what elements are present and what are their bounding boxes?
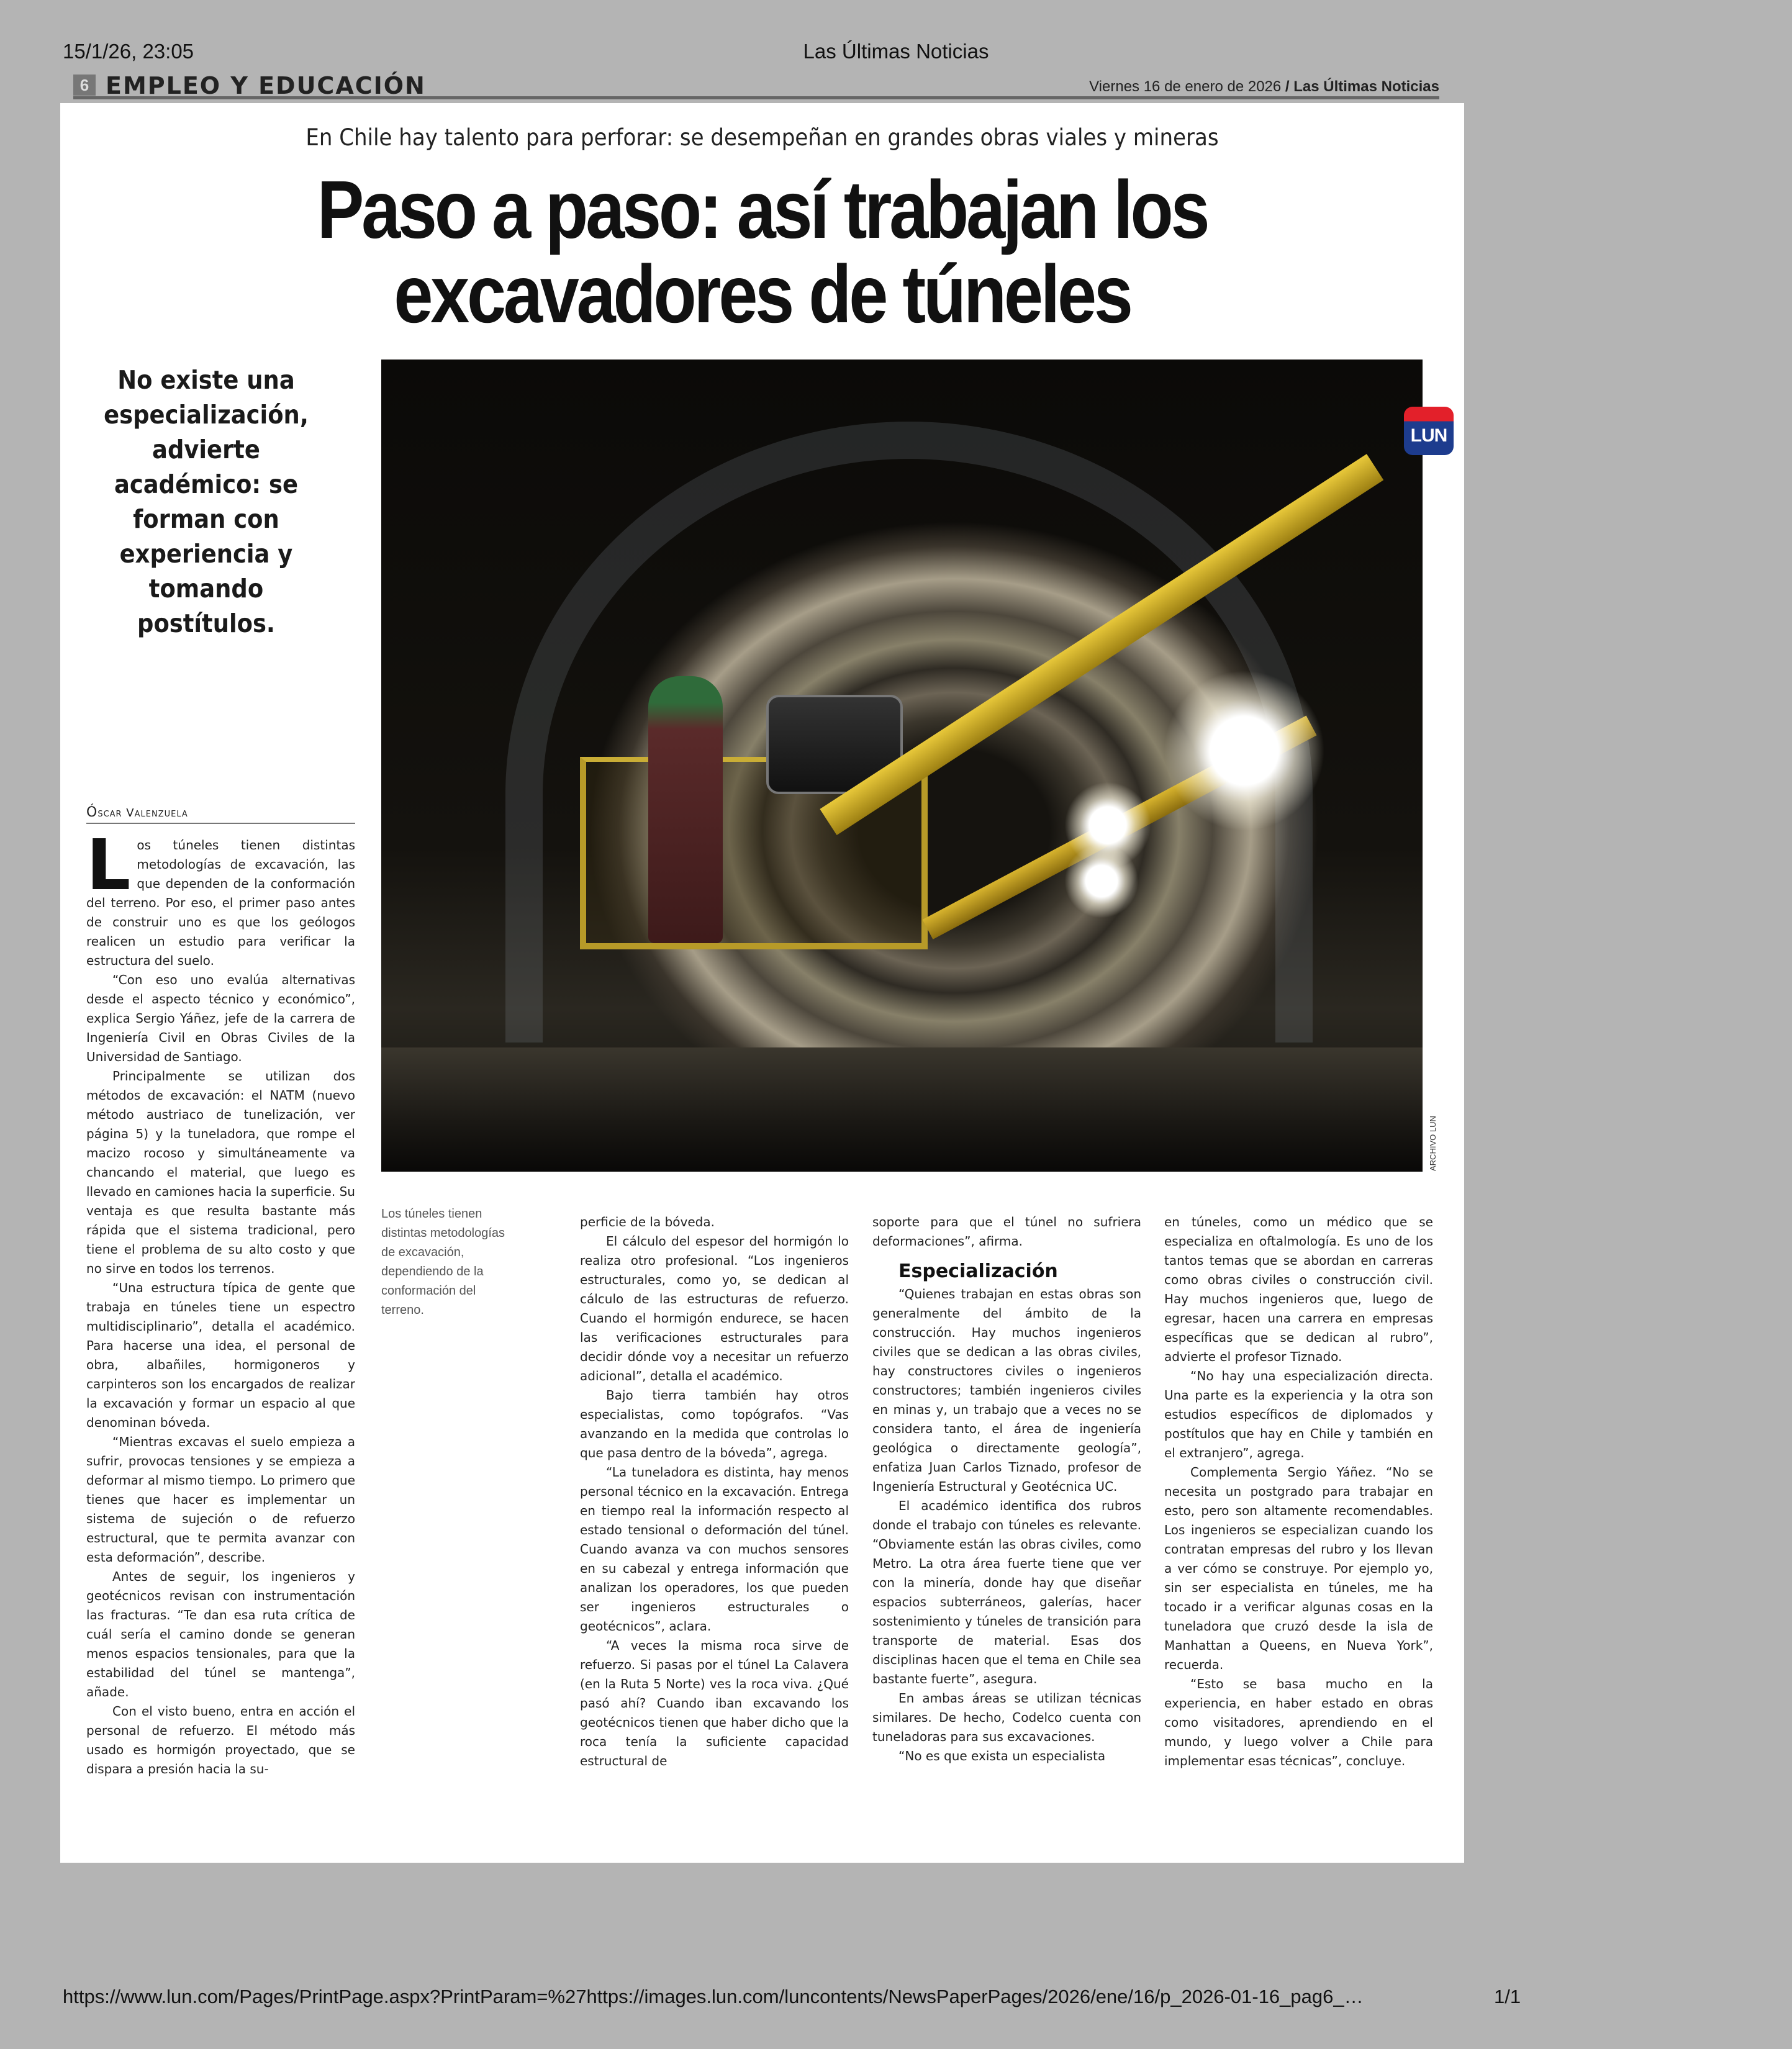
article-paragraph: “La tuneladora es distinta, hay menos personal técnico en la excavación. Entrega en tiempo real la información respecto al estado tensional o deformación del túnel. Cuando avanza va con muchos sensores en su cabezal y entrega información que analizan los operadores, los que pueden ser ingenieros estructurales o geotécnicos”, aclara. bbox=[580, 1465, 849, 1634]
article-paragraph: Complementa Sergio Yáñez. “No se necesita un postgrado para trabajar en esto, pero son altamente recomendables. Los ingenieros se especializan cuando los contratan empresas del rubro y los llevan a ver cómo se construye. Por ejemplo yo, sin ser especialista en túneles, me ha tocado ir a verificar algunas cosas en la tuneladora que cruzó desde la isla de Manhattan a Queens, en Nueva York”, recuerda. bbox=[1164, 1465, 1433, 1672]
article-paragraph: “Mientras excavas el suelo empieza a sufrir, provocas tensiones y se empieza a deformar al mismo tiempo. Lo primero que tienes que hacer es implementar un sistema de sujeción o de refuerzo estructural, que te permita avanzar con esta deformación”, describe. bbox=[86, 1434, 355, 1565]
lun-logo: LUN bbox=[1404, 407, 1454, 455]
article-paragraph: soporte para que el túnel no sufriera deformaciones”, afirma. bbox=[872, 1214, 1141, 1249]
article-paragraph: Principalmente se utilizan dos métodos de excavación: el NATM (nuevo método austriaco de tunelización, ver página 5) y la tuneladora, que rompe el macizo rocoso y simultáneamente va chancando el material, que luego es llevado en camiones hacia la superficie. Su ventaja es que resulta bastante más rápida que el sistema tradicional, pero tiene el problema de su alto costo y que no sirve en todos los terrenos. bbox=[86, 1069, 355, 1276]
article-paragraph: El cálculo del espesor del hormigón lo realiza otro profesional. “Los ingenieros estructurales, como yo, se dedican al cálculo de las estructuras de refuerzo. Cuando el hormigón endurece, se hacen las verificaciones estructurales para decidir dónde voy a necesitar un refuerzo adicional”, detalla el académico. bbox=[580, 1234, 849, 1383]
date-separator: / bbox=[1281, 78, 1294, 95]
work-light bbox=[1164, 670, 1325, 831]
article-paragraph: en túneles, como un médico que se especializa en oftalmología. Es uno de los tantos temas que se abordan en carreras como obras civiles o construcción civil. Hay muchos ingenieros que, luego de egresar, hacen una carrera en empresas específicas que se dedican al rubro”, advierte el profesor Tiznado. bbox=[1164, 1214, 1433, 1364]
article-paragraph: “No es que exista un especialista bbox=[898, 1748, 1106, 1763]
article-paragraph: “No hay una especialización directa. Una parte es la experiencia y la otra son estudios específicos de diplomados y postítulos que hay en Chile y también en el extranjero”, agrega. bbox=[1164, 1368, 1433, 1460]
article-paragraph: Con el visto bueno, entra en acción el personal de refuerzo. El método más usado es hormigón proyectado, que se dispara a presión hacia la su- bbox=[86, 1704, 355, 1776]
headline-line-1: Paso a paso: así trabajan los bbox=[317, 164, 1208, 255]
article-column-3 bbox=[872, 1213, 1141, 1766]
article-deck: No existe una especialización, advierte académico: se forman con experiencia y tomando postítulos. bbox=[104, 365, 309, 638]
subheading: Especialización bbox=[898, 1260, 1058, 1282]
article-column-1 bbox=[86, 825, 355, 1779]
article-paragraph: “Esto se basa mucho en la experiencia, en haber estado en obras como visitadores, aprendiendo en el mundo, y luego volver a Chile para implementar esas técnicas”, concluye. bbox=[1164, 1676, 1433, 1768]
article-kicker: En Chile hay talento para perforar: se desempeñan en grandes obras viales y mineras bbox=[305, 124, 1219, 151]
byline: Óscar Valenzuela bbox=[86, 805, 355, 824]
article-column-4 bbox=[1164, 1213, 1433, 1771]
article-paragraph: Bajo tierra también hay otros especialistas, como topógrafos. “Vas avanzando en la medida que controlas lo que pasa dentro de la bóveda”, agrega. bbox=[580, 1388, 849, 1460]
issue-date bbox=[1089, 78, 1439, 96]
date-text: Viernes 16 de enero de 2026 bbox=[1089, 78, 1282, 95]
newspaper-page bbox=[60, 103, 1464, 1863]
article-paragraph: perficie de la bóveda. bbox=[580, 1214, 715, 1229]
page-number: 6 bbox=[73, 75, 96, 96]
article-paragraph: “Una estructura típica de gente que trabaja en túneles tiene un espectro multidisciplinario”, detalla el académico. Para hacerse una idea, el personal de obra, albañiles, hormigoneros y carpinteros son los encargados de realizar la excavación y formar un espacio al que denominan bóveda. bbox=[86, 1280, 355, 1430]
print-timestamp: 15/1/26, 23:05 bbox=[63, 40, 194, 63]
print-page-title: Las Últimas Noticias bbox=[803, 40, 989, 63]
section-title: EMPLEO Y EDUCACIÓN bbox=[106, 72, 426, 99]
photo-caption: Los túneles tienen distintas metodologías de excavación, dependiendo de la conformación del terreno. bbox=[381, 1207, 505, 1317]
article-paragraph: Los túneles tienen distintas metodologías de excavación, las que dependen de la conformación del terreno. Por eso, el primer paso antes de construir uno es que los geólogos realicen un estudio para verificar la estructura del suelo. bbox=[86, 825, 355, 968]
article-paragraph: “Con eso uno evalúa alternativas desde el aspecto técnico y económico”, explica Sergio Yáñez, jefe de la carrera de Ingeniería Civil en Obras Civiles de la Universidad de Santiago. bbox=[86, 972, 355, 1064]
photo-credit: ARCHIVO LUN bbox=[1428, 1116, 1437, 1171]
article-paragraph: Antes de seguir, los ingenieros y geotécnicos revisan con instrumentación las fracturas. “Te dan esa ruta crítica de cuál sería el camino donde se generan menos espacios tensionales, para que la estabilidad del túnel se mantenga”, añade. bbox=[86, 1569, 355, 1699]
article-column-2 bbox=[580, 1213, 849, 1771]
article-paragraph: “Quienes trabajan en estas obras son generalmente del ámbito de la construcción. Hay muchos ingenieros civiles que se dedican a las obras civiles, hay constructores civiles o ingenieros constructores; también ingenieros civiles en minas y, un trabajo que a veces no se considera tanto, el área de ingeniería geológica o directamente geología”, enfatiza Juan Carlos Tiznado, profesor de Ingeniería Estructural y Geotécnica UC. bbox=[872, 1287, 1141, 1494]
section-header bbox=[73, 73, 1439, 99]
headline-line-2: excavadores de túneles bbox=[394, 248, 1131, 340]
work-light bbox=[1064, 844, 1139, 918]
paper-name: Las Últimas Noticias bbox=[1293, 78, 1439, 95]
print-page-count: 1/1 bbox=[1494, 1986, 1521, 2007]
tunnel-floor bbox=[381, 1047, 1423, 1172]
worker-figure bbox=[648, 676, 723, 943]
article-paragraph: “A veces la misma roca sirve de refuerzo. Si pasas por el túnel La Calavera (en la Ruta 5 Norte) ves la roca viva. ¿Qué pasó ahí? Cuando iban excavando los geotécnicos tienen que haber dicho que la roca tenía la suficiente capacidad estructural de bbox=[580, 1638, 849, 1768]
article-paragraph: El académico identifica dos rubros donde el trabajo con túneles es relevante. “Obviamente están las obras civiles, como Metro. La otra área fuerte tiene que ver con la minería, donde hay que diseñar espacios subterráneos, galerías, hacer sostenimiento y túneles de transición para transporte de material. Esas dos disciplinas hacen que el tema en Chile sea bastante fuerte”, asegura. bbox=[872, 1498, 1141, 1686]
print-url: https://www.lun.com/Pages/PrintPage.aspx?PrintParam=%27https://images.lun.com/luncontents/NewsPaperPages/2026/ene/16/p_2026-01-16_pag6_… bbox=[63, 1986, 1364, 2007]
article-paragraph: En ambas áreas se utilizan técnicas similares. De hecho, Codelco cuenta con tuneladoras para sus excavaciones. bbox=[872, 1691, 1141, 1744]
